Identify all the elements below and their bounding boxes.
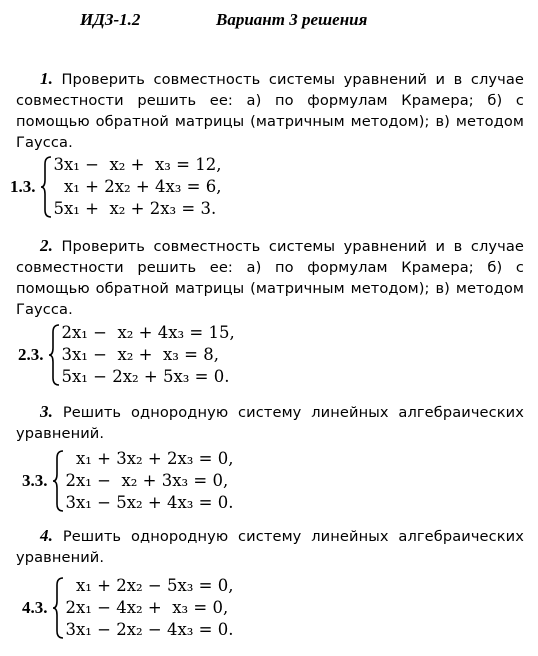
system-1-3 bbox=[10, 152, 221, 222]
system-4-3 bbox=[22, 573, 233, 643]
left-brace-icon bbox=[52, 450, 64, 512]
system-label: 2.3. bbox=[18, 345, 44, 364]
left-brace-icon bbox=[52, 577, 64, 639]
variant-subtitle: Вариант 3 решения bbox=[216, 10, 368, 29]
equations bbox=[66, 449, 234, 513]
equation-row: x₁ + 3x₂ + 2x₃ = 0, bbox=[65, 449, 234, 468]
equations bbox=[54, 155, 222, 219]
equation-row: x₁ + 2x₂ − 5x₃ = 0, bbox=[65, 576, 234, 595]
task-4-number: 4. bbox=[40, 526, 53, 545]
task-4-text: Решить однородную систему линейных алгебраических уравнений. bbox=[16, 528, 524, 566]
task-2-number: 2. bbox=[40, 236, 53, 255]
system-label: 1.3. bbox=[10, 177, 36, 196]
task-2 bbox=[16, 235, 524, 320]
system-label: 3.3. bbox=[22, 471, 48, 490]
equation-row: 3x₁ − 2x₂ − 4x₃ = 0. bbox=[65, 620, 234, 639]
equation-row: 3x₁ − 5x₂ + 4x₃ = 0. bbox=[65, 493, 234, 512]
system-label: 4.3. bbox=[22, 598, 48, 617]
task-1-text: Проверить совместность системы уравнений и в случае совместности решить ее: а) по формулам Крамера; б) с помощью обратной матрицы (матричным методом); в) методом Гаусса. bbox=[16, 71, 524, 151]
equation-row: 3x₁ − x₂ + x₃ = 8, bbox=[61, 345, 219, 364]
equation-row: 5x₁ − 2x₂ + 5x₃ = 0. bbox=[61, 367, 230, 386]
equations bbox=[62, 323, 235, 387]
task-4 bbox=[16, 525, 524, 568]
equation-row: 5x₁ + x₂ + 2x₃ = 3. bbox=[53, 199, 217, 218]
task-4-statement bbox=[16, 525, 524, 568]
task-1 bbox=[16, 68, 524, 153]
task-2-statement bbox=[16, 235, 524, 320]
assignment-title: ИДЗ-1.2 bbox=[80, 10, 141, 29]
task-1-number: 1. bbox=[40, 69, 53, 88]
equation-row: x₁ + 2x₂ + 4x₃ = 6, bbox=[53, 177, 222, 196]
task-1-statement bbox=[16, 68, 524, 153]
equation-row: 3x₁ − x₂ + x₃ = 12, bbox=[53, 155, 222, 174]
task-2-text: Проверить совместность системы уравнений и в случае совместности решить ее: а) по формулам Крамера; б) с помощью обратной матрицы (матричным методом); в) методом Гаусса. bbox=[16, 238, 524, 318]
left-brace-icon bbox=[48, 324, 60, 386]
equations bbox=[66, 576, 234, 640]
left-brace-icon bbox=[40, 156, 52, 218]
task-3-text: Решить однородную систему линейных алгебраических уравнений. bbox=[16, 404, 524, 442]
document-header bbox=[0, 10, 538, 36]
task-3-statement bbox=[16, 401, 524, 444]
equation-row: 2x₁ − 4x₂ + x₃ = 0, bbox=[65, 598, 229, 617]
equation-row: 2x₁ − x₂ + 4x₃ = 15, bbox=[61, 323, 235, 342]
system-3-3 bbox=[22, 446, 233, 516]
task-3 bbox=[16, 401, 524, 444]
task-3-number: 3. bbox=[40, 402, 53, 421]
equation-row: 2x₁ − x₂ + 3x₃ = 0, bbox=[65, 471, 229, 490]
system-2-3 bbox=[18, 320, 235, 390]
